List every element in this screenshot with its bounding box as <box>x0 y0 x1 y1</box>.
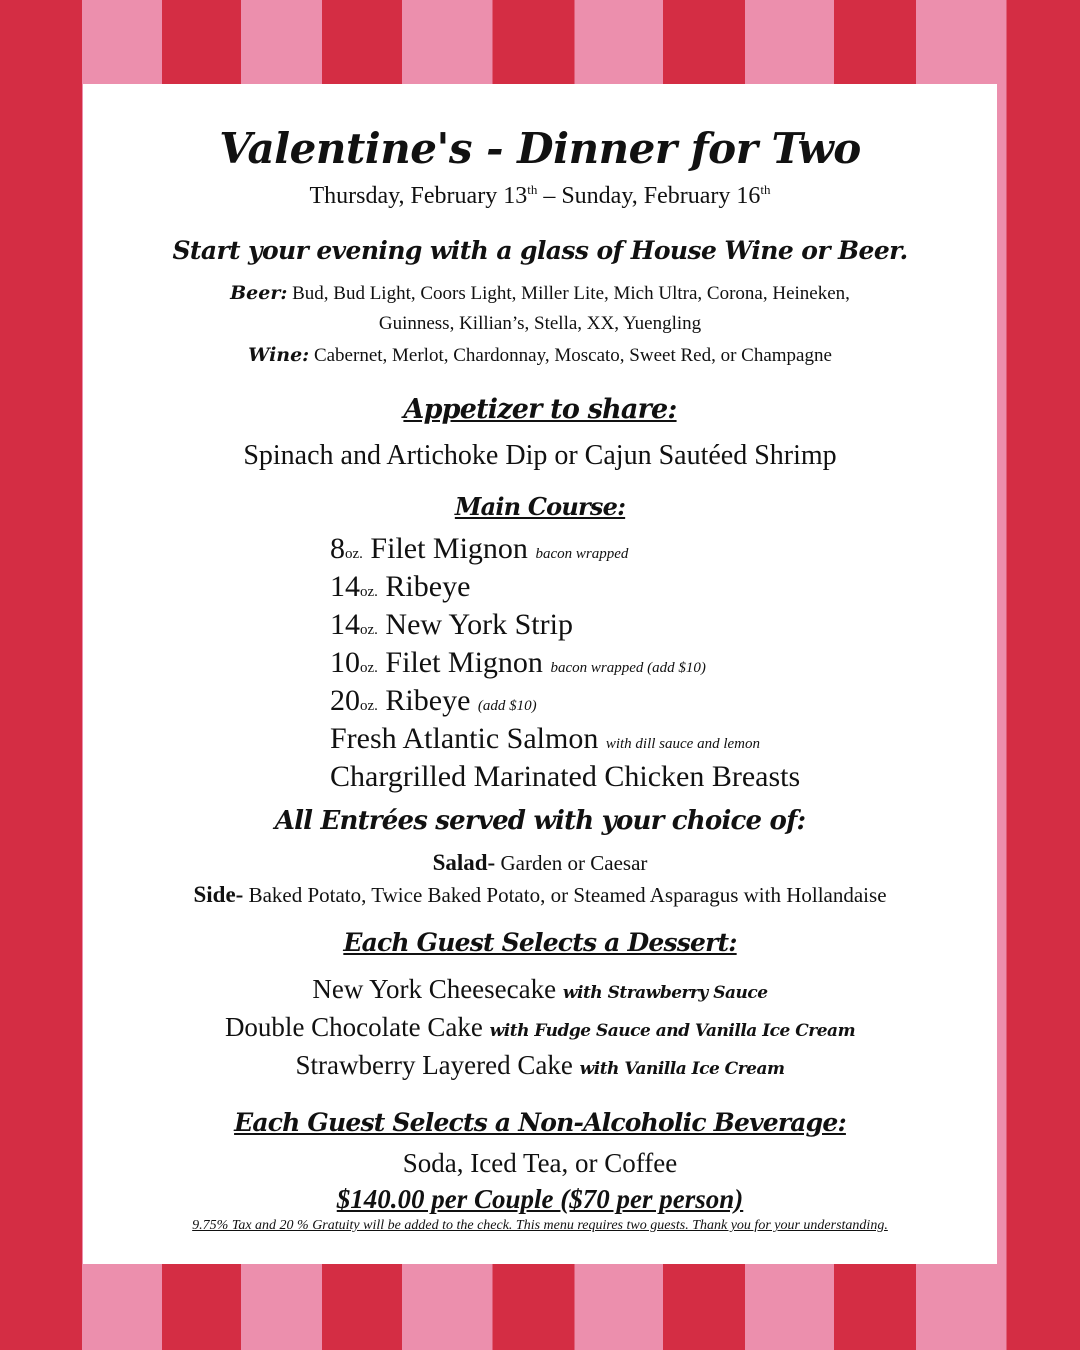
wine-list: Cabernet, Merlot, Chardonnay, Moscato, Sweet Red, or Champagne <box>309 345 832 366</box>
end-date-suffix: th <box>760 182 771 197</box>
dessert-item: New York Cheesecake with Strawberry Sauce <box>312 974 768 1004</box>
appetizer-heading: Appetizer to share: <box>403 394 677 425</box>
side-options: Baked Potato, Twice Baked Potato, or Steamed Asparagus with Hollandaise <box>243 883 887 907</box>
start-heading: Start your evening with a glass of House Wine or Beer. <box>172 236 908 265</box>
main-item: 10oz. Filet Mignon bacon wrapped (add $10) <box>330 646 706 679</box>
end-date: Sunday, February 16 <box>561 183 761 209</box>
beer-label: Beer: <box>230 282 288 304</box>
side-label: Side- <box>193 882 244 907</box>
salad-options: Garden or Caesar <box>495 851 648 875</box>
main-course-heading: Main Course: <box>454 492 626 521</box>
dessert-heading: Each Guest Selects a Dessert: <box>343 928 737 957</box>
salad-label: Salad- <box>432 850 496 875</box>
main-item: 20oz. Ribeye (add $10) <box>330 684 537 717</box>
start-date: Thursday, February 13 <box>309 183 528 209</box>
beverage-options: Soda, Iced Tea, or Coffee <box>402 1148 678 1178</box>
entrees-heading: All Entrées served with your choice of: <box>274 806 806 836</box>
side-line <box>83 882 997 908</box>
wine-label: Wine: <box>248 344 310 366</box>
dessert-item: Strawberry Layered Cake with Vanilla Ice Cream <box>295 1050 785 1080</box>
wine-line <box>83 344 997 367</box>
beer-line <box>83 282 997 305</box>
date-separator: – <box>537 183 562 209</box>
beverage-heading: Each Guest Selects a Non-Alcoholic Beverage: <box>234 1108 846 1137</box>
main-item: Fresh Atlantic Salmon with dill sauce and lemon <box>330 722 760 755</box>
price: $140.00 per Couple ($70 per person) <box>336 1184 744 1214</box>
beer-list-1: Bud, Bud Light, Coors Light, Miller Lite, Mich Ultra, Corona, Heineken, <box>287 283 850 304</box>
event-dates <box>83 182 997 210</box>
main-course-list <box>330 530 970 796</box>
menu-card <box>83 84 997 1264</box>
main-item: Chargrilled Marinated Chicken Breasts <box>330 760 801 793</box>
dessert-item: Double Chocolate Cake with Fudge Sauce and Vanilla Ice Cream <box>224 1012 856 1042</box>
main-item: 8oz. Filet Mignon bacon wrapped <box>330 532 629 565</box>
main-item: 14oz. Ribeye <box>330 570 471 603</box>
appetizer-text: Spinach and Artichoke Dip or Cajun Sautéed Shrimp <box>243 440 837 471</box>
salad-line <box>83 850 997 876</box>
footnote: 9.75% Tax and 20 % Gratuity will be added to the check. This menu requires two guests. Thank you for your understanding. <box>192 1218 888 1233</box>
start-date-suffix: th <box>527 182 538 197</box>
main-item: 14oz. New York Strip <box>330 608 573 641</box>
menu-title: Valentine's - Dinner for Two <box>219 124 861 173</box>
beer-line-2: Guinness, Killian’s, Stella, XX, Yuengling <box>378 313 702 334</box>
